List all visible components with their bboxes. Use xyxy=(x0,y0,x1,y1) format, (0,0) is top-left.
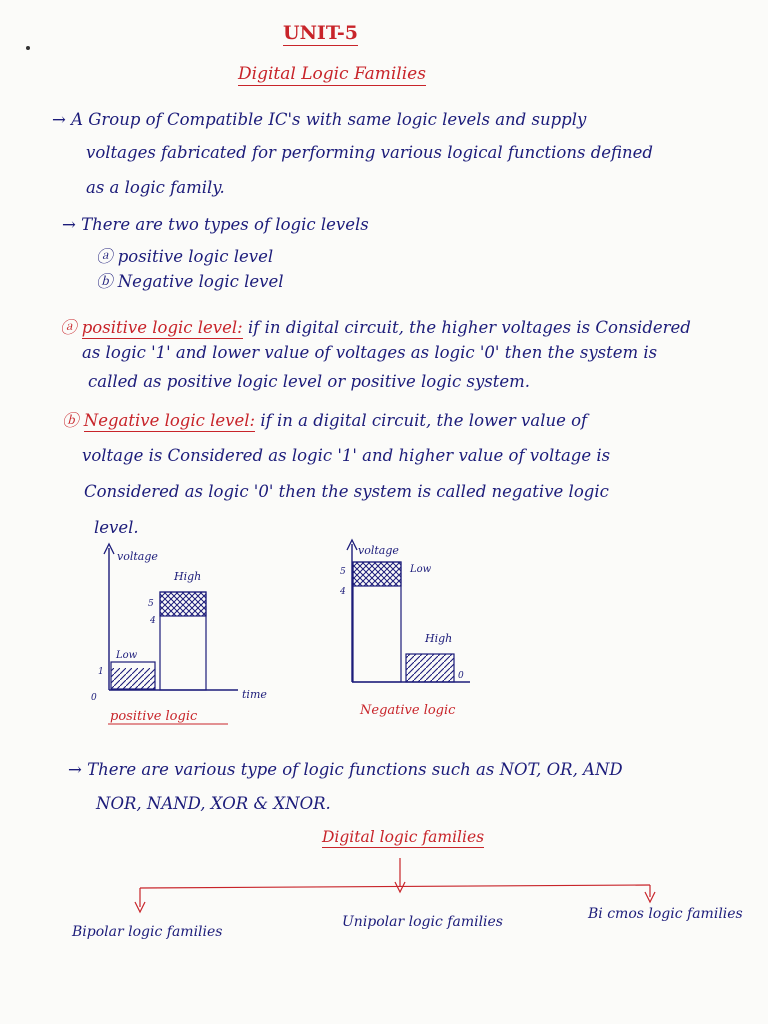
tree-bar xyxy=(140,885,650,888)
negative-text: if in a digital circuit, the lower value of xyxy=(260,411,588,430)
pos-xlabel: time xyxy=(242,688,267,701)
pos-high-label: High xyxy=(174,570,202,583)
positive-text: if in digital circuit, the higher voltages is Considered xyxy=(247,318,691,337)
pos-tick-1: 1 xyxy=(98,667,104,677)
intro-line-2: voltages fabricated for performing various logical functions defined xyxy=(86,143,653,162)
pos-ylabel: voltage xyxy=(117,550,158,563)
neg-low-hatch xyxy=(353,562,401,586)
negative-line-4: level. xyxy=(94,518,139,537)
functions-line-2: NOR, NAND, XOR & XNOR. xyxy=(96,794,331,813)
negative-line-3: Considered as logic '0' then the system is called negative logic xyxy=(84,482,609,501)
negative-line-1 xyxy=(62,407,587,431)
positive-title: positive logic level: xyxy=(81,318,243,337)
negative-marker: ⓑ xyxy=(62,411,79,430)
positive-logic-graph xyxy=(91,544,267,724)
tree-root: Digital logic families xyxy=(322,828,485,846)
neg-origin: 0 xyxy=(458,671,464,681)
intro-line-3: as a logic family. xyxy=(86,178,225,197)
unit-title: UNIT-5 xyxy=(283,22,358,44)
negative-title: Negative logic level: xyxy=(83,411,256,430)
positive-line-3: called as positive logic level or positive logic system. xyxy=(88,372,531,391)
negative-logic-graph xyxy=(339,540,470,718)
pos-tick-4: 4 xyxy=(150,616,156,626)
neg-tick-4: 4 xyxy=(340,587,346,597)
negative-line-2: voltage is Considered as logic '1' and higher value of voltage is xyxy=(82,446,611,465)
intro-line-1: → A Group of Compatible IC's with same logic levels and supply xyxy=(52,110,587,129)
logic-graphs xyxy=(0,530,768,730)
neg-high-label: High xyxy=(425,632,453,645)
neg-tick-5: 5 xyxy=(340,567,346,577)
neg-ylabel: voltage xyxy=(358,544,399,557)
positive-line-1 xyxy=(60,314,691,338)
pos-high-hatch xyxy=(160,592,206,616)
pos-low-label: Low xyxy=(116,650,138,661)
page-subtitle: Digital Logic Families xyxy=(238,64,426,84)
pos-low-hatch xyxy=(111,668,155,689)
neg-low-label: Low xyxy=(410,564,432,575)
pos-caption: positive logic xyxy=(110,709,198,724)
positive-line-2: as logic '1' and lower value of voltages as logic '0' then the system is xyxy=(82,343,658,362)
functions-line-1: → There are various type of logic functions such as NOT, OR, AND xyxy=(68,760,623,779)
tree-leaf-bipolar: Bipolar logic families xyxy=(72,924,223,940)
ink-dot xyxy=(26,46,30,50)
neg-caption: Negative logic xyxy=(360,703,456,718)
pos-origin: 0 xyxy=(91,693,97,703)
levels-item-b: ⓑ Negative logic level xyxy=(96,272,284,291)
pos-tick-5: 5 xyxy=(148,599,154,609)
neg-high-region xyxy=(406,654,454,682)
positive-marker: ⓐ xyxy=(60,318,77,337)
levels-item-a: ⓐ positive logic level xyxy=(96,247,274,266)
tree-leaf-unipolar: Unipolar logic families xyxy=(342,914,503,930)
tree-leaf-bicmos: Bi cmos logic families xyxy=(588,906,743,922)
levels-intro: → There are two types of logic levels xyxy=(62,215,369,234)
